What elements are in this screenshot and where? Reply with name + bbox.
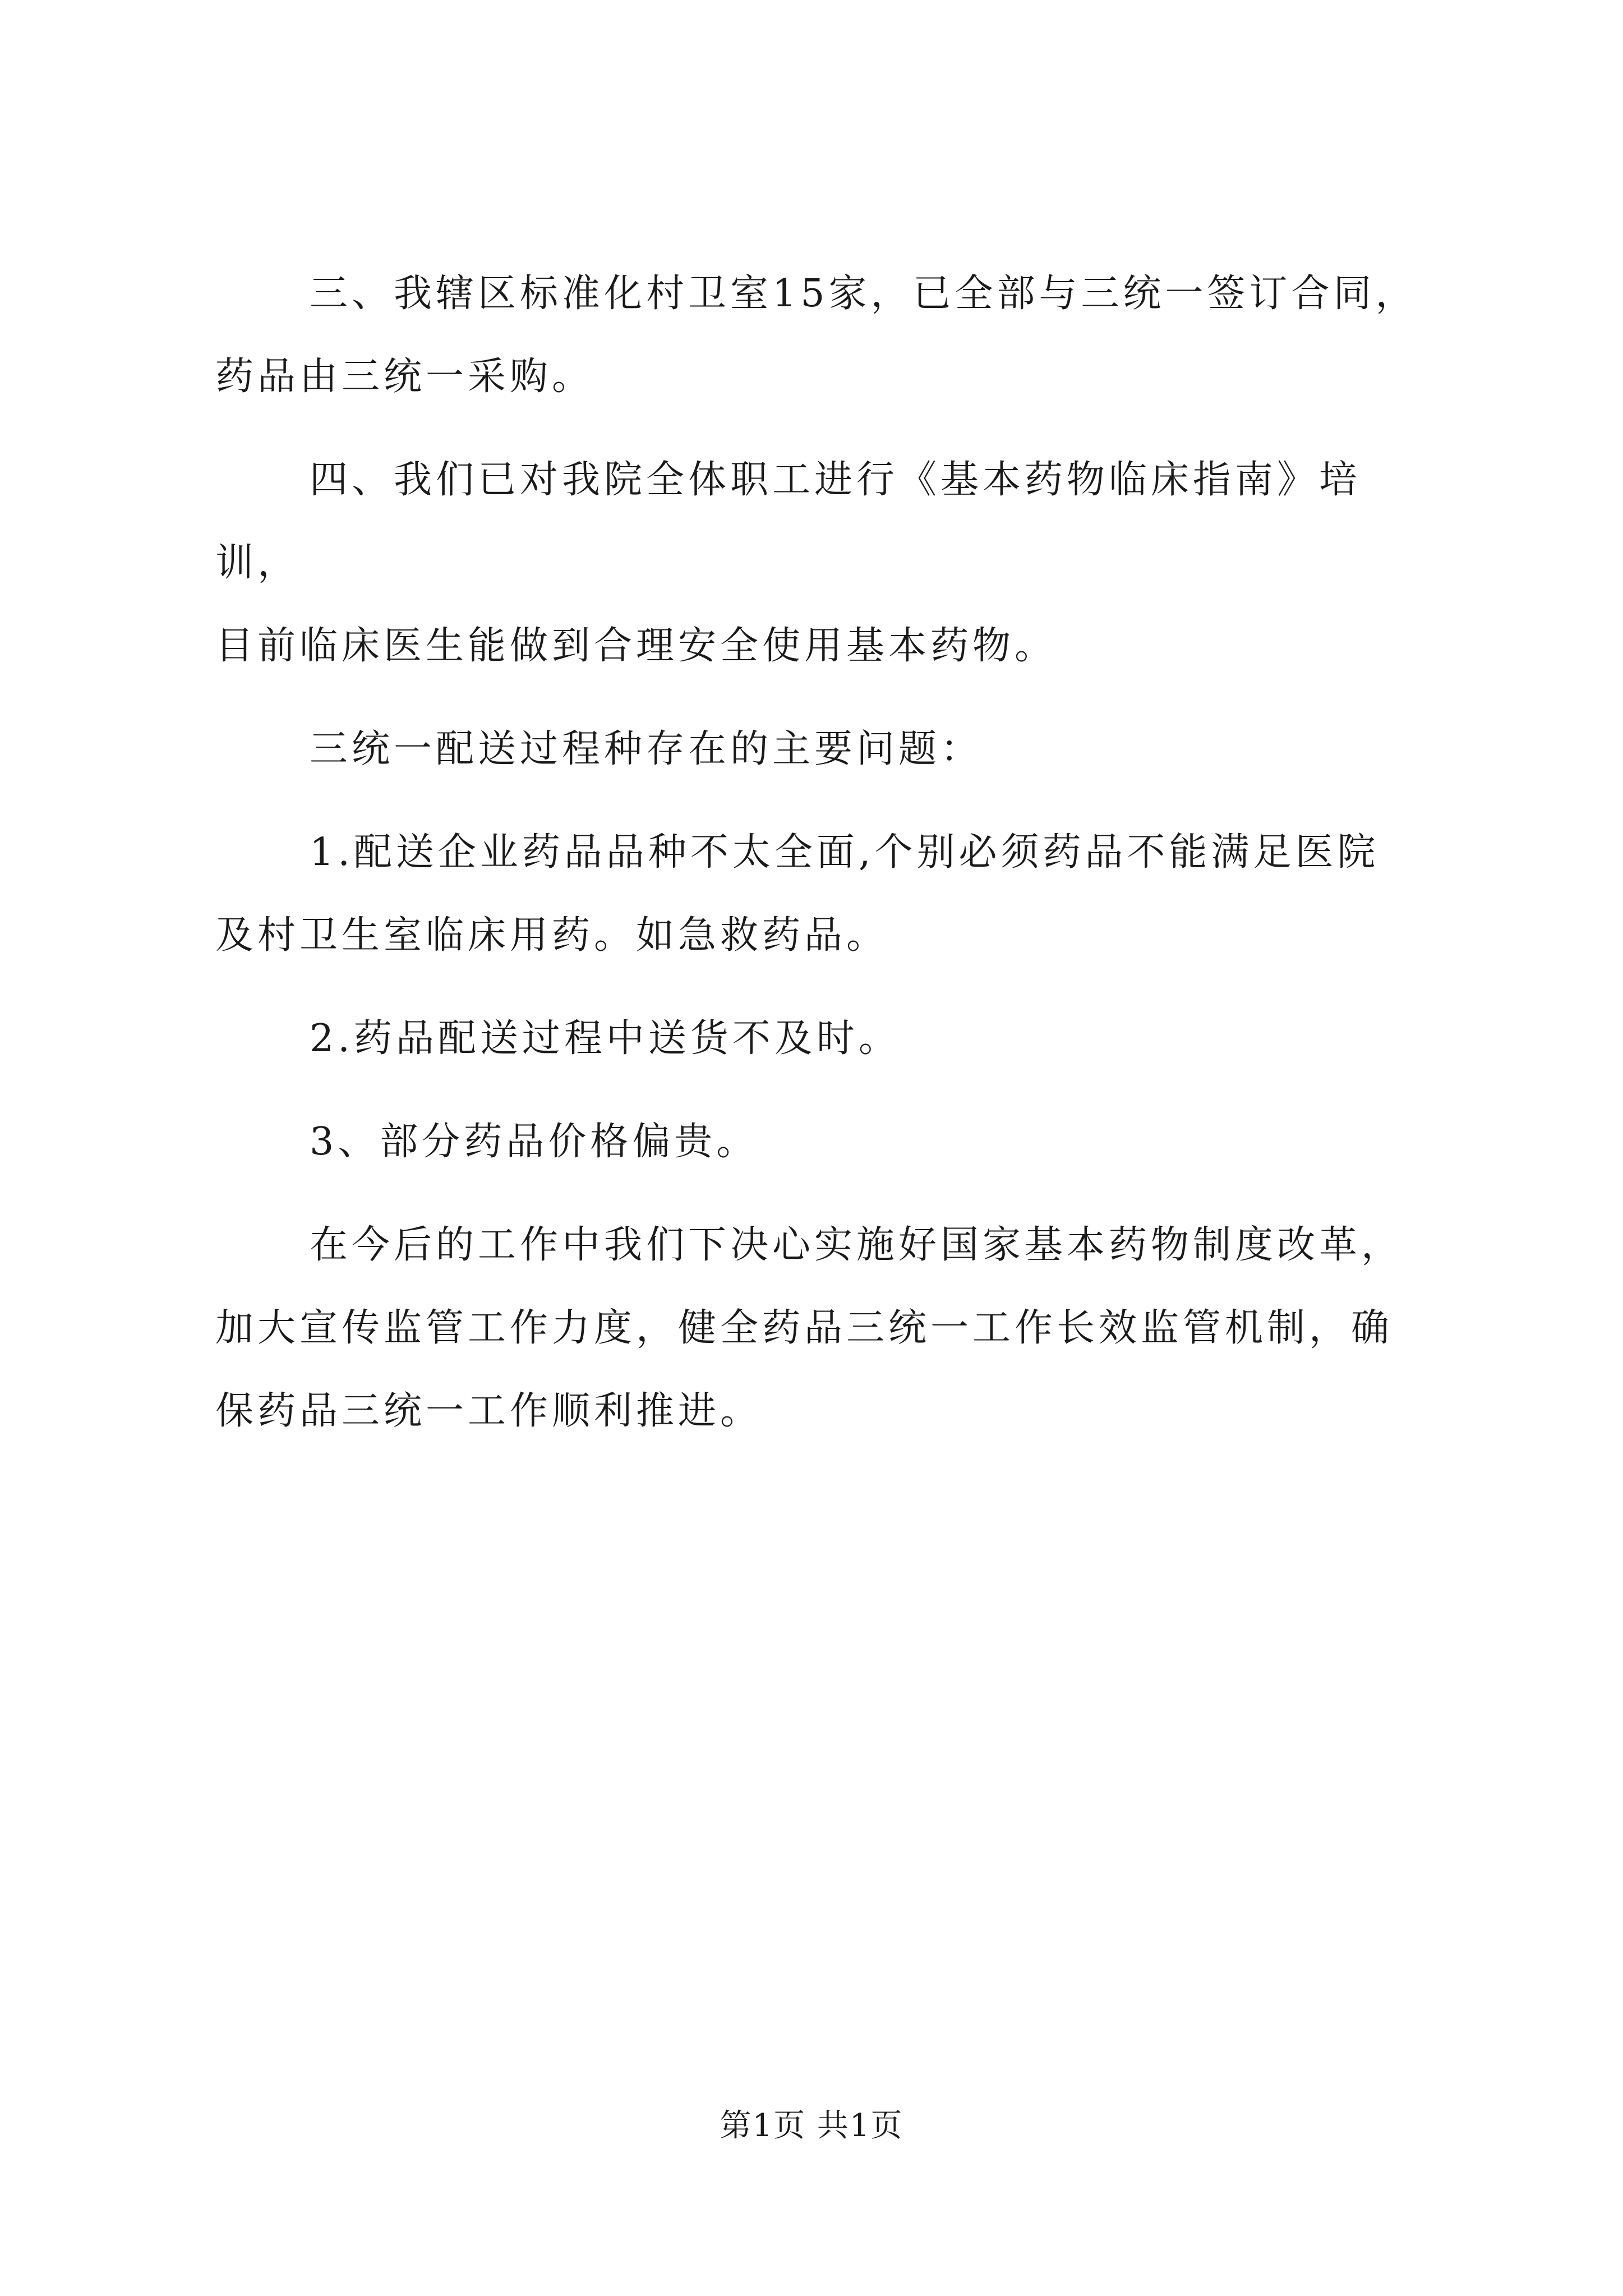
paragraph-line: 药品由三统一采购。	[215, 355, 594, 399]
page-number-footer: 第1页 共1页	[720, 2108, 903, 2144]
paragraph-problem-3	[215, 1101, 1421, 1184]
paragraph-line: 2.药品配送过程中送货不及时。	[310, 1016, 901, 1061]
paragraph-line: 三统一配送过程种存在的主要问题：	[310, 727, 983, 771]
document-body	[215, 252, 1421, 1473]
paragraph-line: 三、我辖区标准化村卫室15家，已全部与三统一签订合同，	[310, 272, 1418, 316]
paragraph-line: 目前临床医生能做到合理安全使用基本药物。	[215, 624, 1057, 668]
paragraph-village-clinics	[215, 252, 1421, 418]
paragraph-line: 3、部分药品价格偏贵。	[310, 1120, 759, 1164]
paragraph-problem-1	[215, 811, 1421, 977]
paragraph-line: 保药品三统一工作顺利推进。	[215, 1389, 763, 1433]
paragraph-line: 1.配送企业药品品种不太全面,个别必须药品不能满足医院	[310, 830, 1380, 875]
paragraph-line: 及村卫生室临床用药。如急救药品。	[215, 913, 889, 958]
paragraph-line: 加大宣传监管工作力度，健全药品三统一工作长效监管机制，确	[215, 1306, 1394, 1350]
paragraph-problems-heading	[215, 708, 1421, 791]
paragraph-staff-training	[215, 439, 1421, 688]
paragraph-line: 四、我们已对我院全体职工进行《基本药物临床指南》培训，	[215, 458, 1362, 585]
paragraph-line: 在今后的工作中我们下决心实施好国家基本药物制度改革，	[310, 1223, 1404, 1267]
paragraph-conclusion	[215, 1204, 1421, 1453]
paragraph-problem-2	[215, 997, 1421, 1080]
